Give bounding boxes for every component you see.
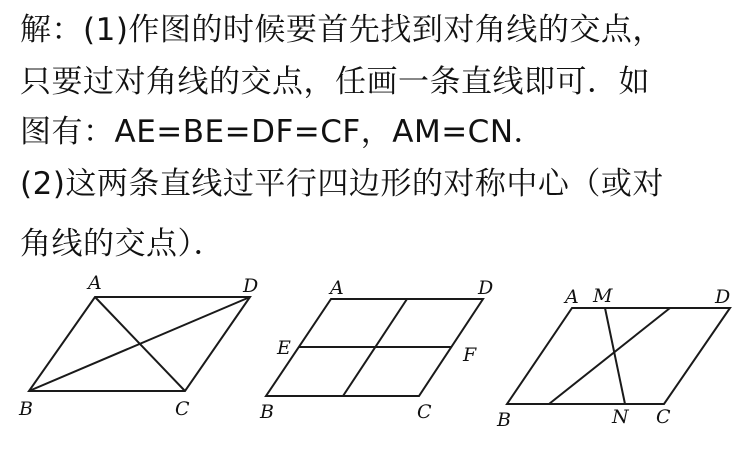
figure-2-label-a: A (330, 277, 344, 299)
figure-2-label-b: B (260, 401, 274, 423)
figure-3-center-line (549, 308, 670, 404)
figure-3-label-n: N (612, 406, 629, 428)
solution-line-3: 图有：AE=BE=DF=CF，AM=CN． (20, 114, 546, 150)
solution-line-5: 角线的交点）． (20, 226, 225, 262)
figure-3-label-a: A (565, 286, 579, 308)
figure-1-label-a: A (88, 272, 102, 294)
figure-2-label-c: C (417, 401, 432, 423)
figure-1-label-b: B (19, 398, 33, 420)
figure-3-label-m: M (593, 285, 613, 307)
figure-1 (18, 272, 258, 420)
solution-line-2: 只要过对角线的交点，任画一条直线即可．如 (20, 64, 650, 100)
solution-line-1: 解：(1)作图的时候要首先找到对角线的交点， (20, 12, 664, 48)
figure-3-label-b: B (497, 409, 511, 431)
figure-1-label-d: D (243, 275, 259, 297)
figure-2-label-f: F (463, 344, 477, 366)
figures-row (0, 270, 750, 455)
figure-2 (259, 277, 493, 423)
figure-1-label-c: C (175, 398, 190, 420)
figure-2-label-d: D (478, 277, 494, 299)
figure-3-parallelogram (507, 308, 730, 404)
figure-3 (496, 285, 730, 431)
figure-3-label-d: D (715, 286, 731, 308)
solution-line-4: (2)这两条直线过平行四边形的对称中心（或对 (20, 166, 664, 202)
figures-svg (0, 270, 750, 455)
figure-2-label-e: E (277, 337, 291, 359)
figure-3-label-c: C (656, 406, 671, 428)
